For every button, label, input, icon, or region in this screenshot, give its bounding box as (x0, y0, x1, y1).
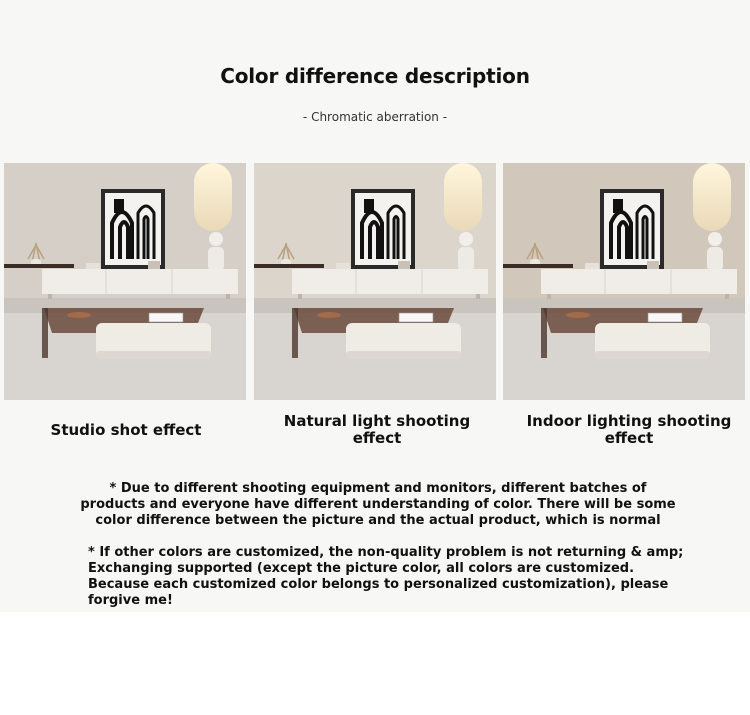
indoor-lighting-photo (503, 163, 745, 400)
page-subtitle: - Chromatic aberration - (302, 110, 448, 124)
page-title: Color difference description (220, 64, 530, 88)
customization-note: * If other colors are customized, the non-quality problem is not returning & amp; Exchanging supported (except the picture color, all colors are customized. Because each customized color belongs to personalized customization), please forgive me! (88, 545, 684, 608)
indoor-lighting-caption: Indoor lighting shooting effect (526, 412, 732, 447)
studio-shot-photo (4, 163, 246, 400)
studio-shot-caption: Studio shot effect (50, 421, 202, 439)
natural-light-photo (254, 163, 496, 400)
color-difference-note: * Due to different shooting equipment and monitors, different batches of products and everyone have different understanding of color. There will be some color difference between the picture and the actual product, which is normal (80, 481, 676, 528)
natural-light-caption: Natural light shooting effect (283, 412, 471, 447)
